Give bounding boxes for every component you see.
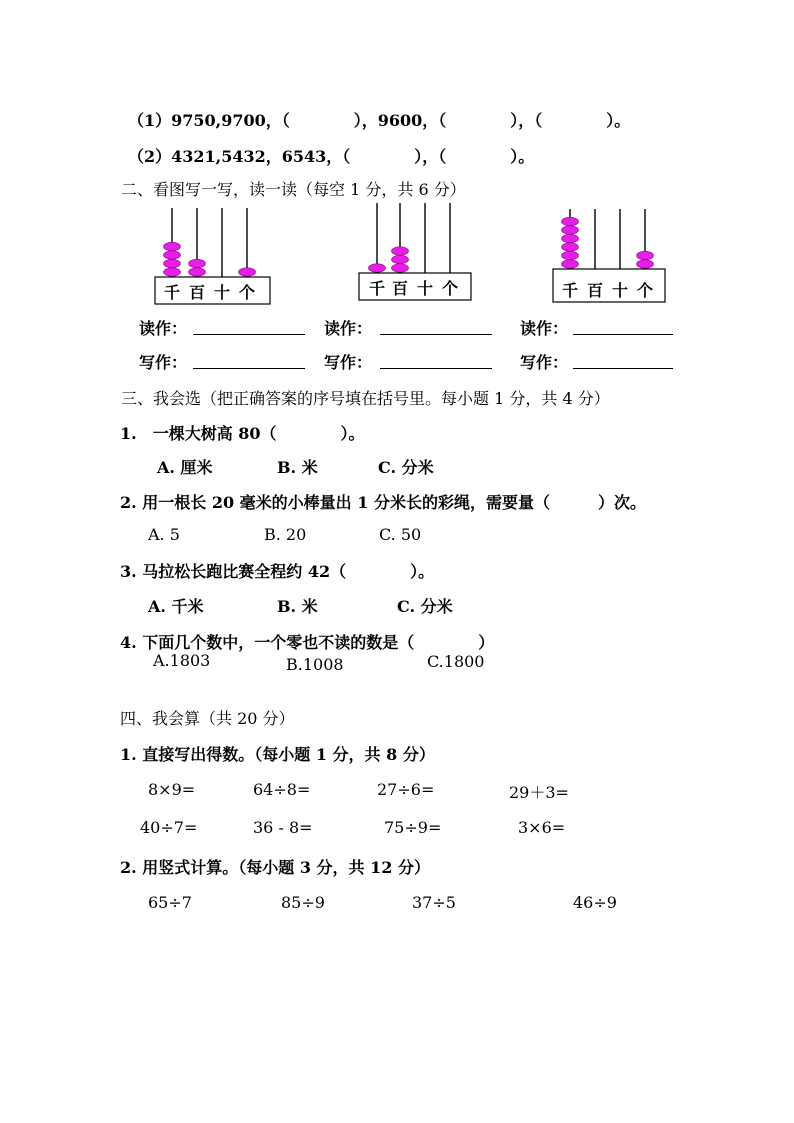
abacus-2-place-label: 千 [368,279,386,298]
abacus-2-bead [369,264,386,273]
oral-calc-7: 75÷9= [384,818,442,837]
abacus-3-place-label: 百 [586,281,604,300]
q3-3-option-b[interactable]: B. 米 [277,597,318,616]
answer-line-read-1[interactable] [193,334,305,335]
abacus-1-place-label: 百 [188,283,206,302]
vertical-calc-1: 65÷7 [148,893,192,912]
abacus-3-bead [562,226,579,235]
oral-calc-8: 3×6= [518,818,566,837]
read-label-3: 读作： [520,319,569,338]
abacus-1-bead [189,259,206,268]
section-2-heading: 二、看图写一写，读一读（每空 1 分，共 6 分） [121,180,466,199]
abacus-3-bead [562,243,579,252]
oral-calc-6: 36 - 8= [253,818,313,837]
question-3-3: 3. 马拉松长跑比赛全程约 42（ ）。 [120,562,435,581]
abacus-1-bead [164,251,181,260]
abacus-diagrams [0,0,794,310]
abacus-1-place-label: 个 [238,283,256,302]
q3-4-option-a[interactable]: A.1803 [153,651,211,670]
q3-1-option-a[interactable]: A. 厘米 [157,458,213,477]
question-4-1: 1. 直接写出得数。（每小题 1 分，共 8 分） [120,745,435,764]
question-3-2: 2. 用一根长 20 毫米的小棒量出 1 分米长的彩绳，需要量（ ）次。 [120,493,646,512]
oral-calc-4: 29＋3= [509,783,569,802]
oral-calc-1: 8×9= [148,780,196,799]
q3-2-option-c[interactable]: C. 50 [379,525,422,544]
abacus-1-bead [239,268,256,277]
abacus-3-bead [637,251,654,260]
abacus-2-place-label: 十 [416,279,434,298]
q3-4-option-c[interactable]: C.1800 [427,652,485,671]
oral-calc-5: 40÷7= [140,818,198,837]
abacus-1-place-label: 十 [213,283,231,302]
abacus-2-place-label: 百 [391,279,409,298]
abacus-1-place-label: 千 [163,283,181,302]
write-label-3: 写作： [520,353,569,372]
abacus-2-bead [392,264,409,273]
answer-line-read-3[interactable] [573,334,673,335]
write-label-2: 写作： [324,353,373,372]
section-3-heading: 三、我会选（把正确答案的序号填在括号里。每小题 1 分，共 4 分） [121,389,610,408]
read-label-1: 读作： [139,319,188,338]
q3-2-option-a[interactable]: A. 5 [148,525,180,544]
question-4-2: 2. 用竖式计算。（每小题 3 分，共 12 分） [120,858,430,877]
abacus-1-bead [189,268,206,277]
abacus-1-bead [164,268,181,277]
abacus-3-place-label: 千 [561,281,579,300]
q3-3-option-c[interactable]: C. 分米 [397,597,453,616]
abacus-1-bead [164,259,181,268]
q3-1-option-b[interactable]: B. 米 [277,458,318,477]
q3-1-option-c[interactable]: C. 分米 [378,458,434,477]
abacus-3-bead [562,260,579,269]
read-label-2: 读作： [324,319,373,338]
abacus-1-bead [164,242,181,251]
question-3-1: 1. 一棵大树高 80（ ）。 [120,424,365,443]
abacus-3-bead [637,260,654,269]
answer-line-write-2[interactable] [380,368,492,369]
abacus-2-place-label: 个 [441,279,459,298]
answer-line-write-1[interactable] [193,368,305,369]
sequence-line-1: （1）9750,9700，（ ），9600，（ ），（ ）。 [128,111,631,130]
q3-3-option-a[interactable]: A. 千米 [148,597,204,616]
abacus-2-bead [392,255,409,264]
write-label-1: 写作： [139,353,188,372]
vertical-calc-3: 37÷5 [412,893,456,912]
abacus-3-place-label: 个 [636,281,654,300]
oral-calc-2: 64÷8= [253,780,311,799]
vertical-calc-4: 46÷9 [573,893,617,912]
abacus-3-bead [562,217,579,226]
question-3-4: 4. 下面几个数中，一个零也不读的数是（ ） [120,633,495,652]
abacus-2-bead [392,247,409,256]
q3-2-option-b[interactable]: B. 20 [264,525,307,544]
q3-4-option-b[interactable]: B.1008 [286,655,344,674]
abacus-3-bead [562,234,579,243]
answer-line-read-2[interactable] [380,334,492,335]
oral-calc-3: 27÷6= [377,780,435,799]
abacus-3-place-label: 十 [611,281,629,300]
section-4-heading: 四、我会算（共 20 分） [120,709,295,728]
vertical-calc-2: 85÷9 [281,893,325,912]
sequence-line-2: （2）4321,5432，6543，（ ），（ ）。 [128,147,535,166]
answer-line-write-3[interactable] [573,368,673,369]
abacus-3-bead [562,251,579,260]
